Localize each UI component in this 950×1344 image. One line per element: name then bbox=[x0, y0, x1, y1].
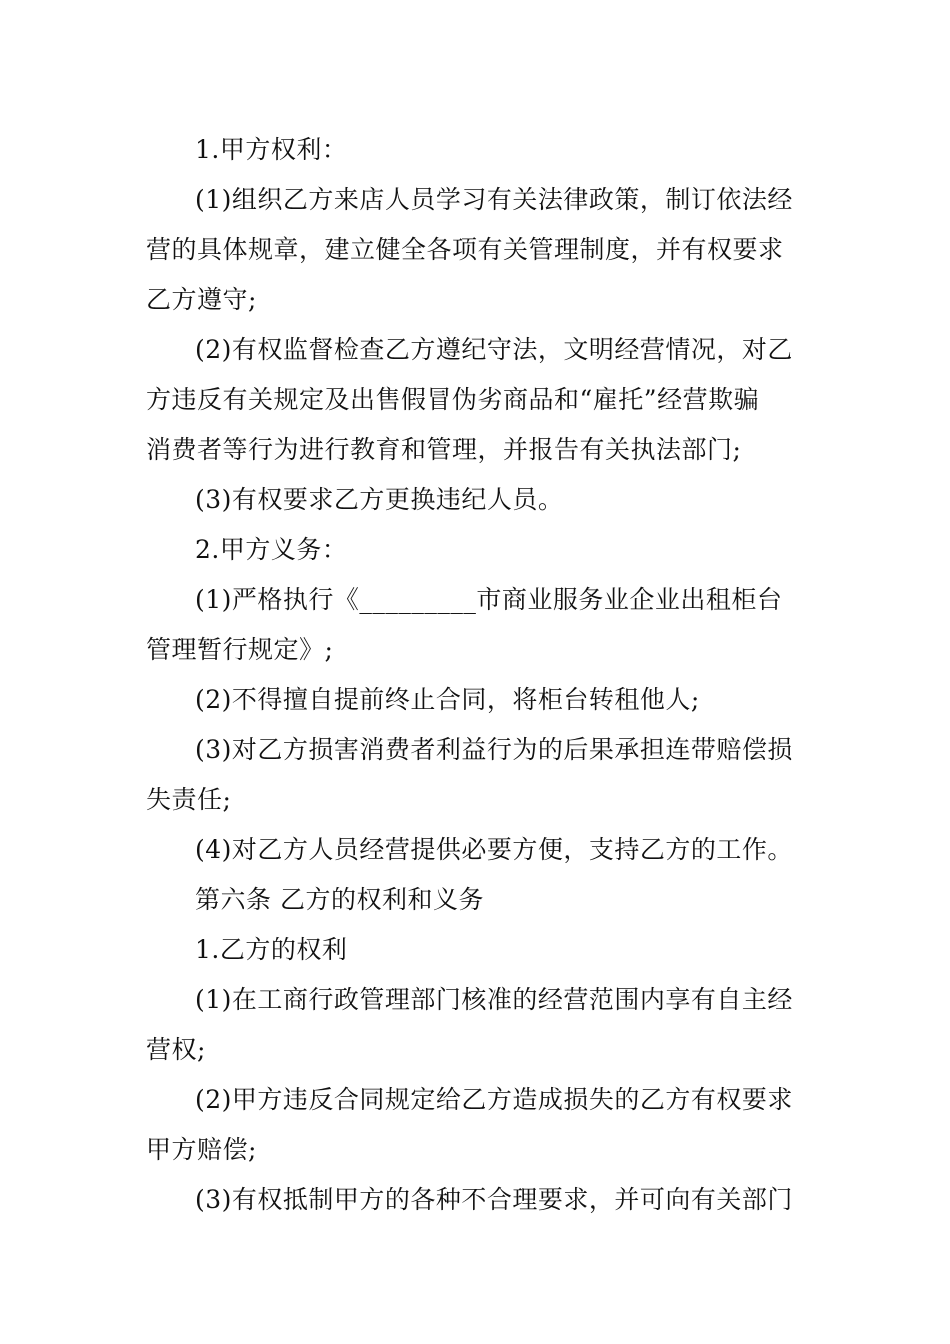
paragraph-line: (2)不得擅自提前终止合同，将柜台转租他人; bbox=[195, 685, 700, 714]
paragraph-line: (2)甲方违反合同规定给乙方造成损失的乙方有权要求 bbox=[195, 1085, 793, 1114]
paragraph-line: 消费者等行为进行教育和管理，并报告有关执法部门; bbox=[146, 435, 742, 464]
paragraph-line: 方违反有关规定及出售假冒伪劣商品和“雇托”经营欺骗 bbox=[146, 385, 760, 414]
section-heading: 1.甲方权利： bbox=[195, 135, 348, 164]
paragraph-line: (1)在工商行政管理部门核准的经营范围内享有自主经 bbox=[195, 985, 793, 1014]
section-heading: 2.甲方义务： bbox=[195, 535, 348, 564]
paragraph-line: (2)有权监督检查乙方遵纪守法，文明经营情况，对乙 bbox=[195, 335, 793, 364]
paragraph-line: (4)对乙方人员经营提供必要方便，支持乙方的工作。 bbox=[195, 835, 793, 864]
paragraph-line: (3)有权抵制甲方的各种不合理要求，并可向有关部门 bbox=[195, 1185, 793, 1214]
paragraph-line: 乙方遵守; bbox=[146, 285, 257, 314]
paragraph-line: 失责任; bbox=[146, 785, 232, 814]
paragraph-line: (1)组织乙方来店人员学习有关法律政策，制订依法经 bbox=[195, 185, 793, 214]
paragraph-line: 营权; bbox=[146, 1035, 206, 1064]
paragraph-line: 营的具体规章，建立健全各项有关管理制度，并有权要求 bbox=[146, 235, 784, 264]
paragraph-line: 甲方赔偿; bbox=[146, 1135, 257, 1164]
paragraph-line: (3)有权要求乙方更换违纪人员。 bbox=[195, 485, 564, 514]
paragraph-line: (1)严格执行《_________市商业服务业企业出租柜台 bbox=[195, 585, 783, 614]
paragraph-line: (3)对乙方损害消费者利益行为的后果承担连带赔偿损 bbox=[195, 735, 793, 764]
section-heading: 1.乙方的权利 bbox=[195, 935, 348, 964]
paragraph-line: 管理暂行规定》; bbox=[146, 635, 334, 664]
article-heading: 第六条 乙方的权利和义务 bbox=[195, 885, 484, 914]
